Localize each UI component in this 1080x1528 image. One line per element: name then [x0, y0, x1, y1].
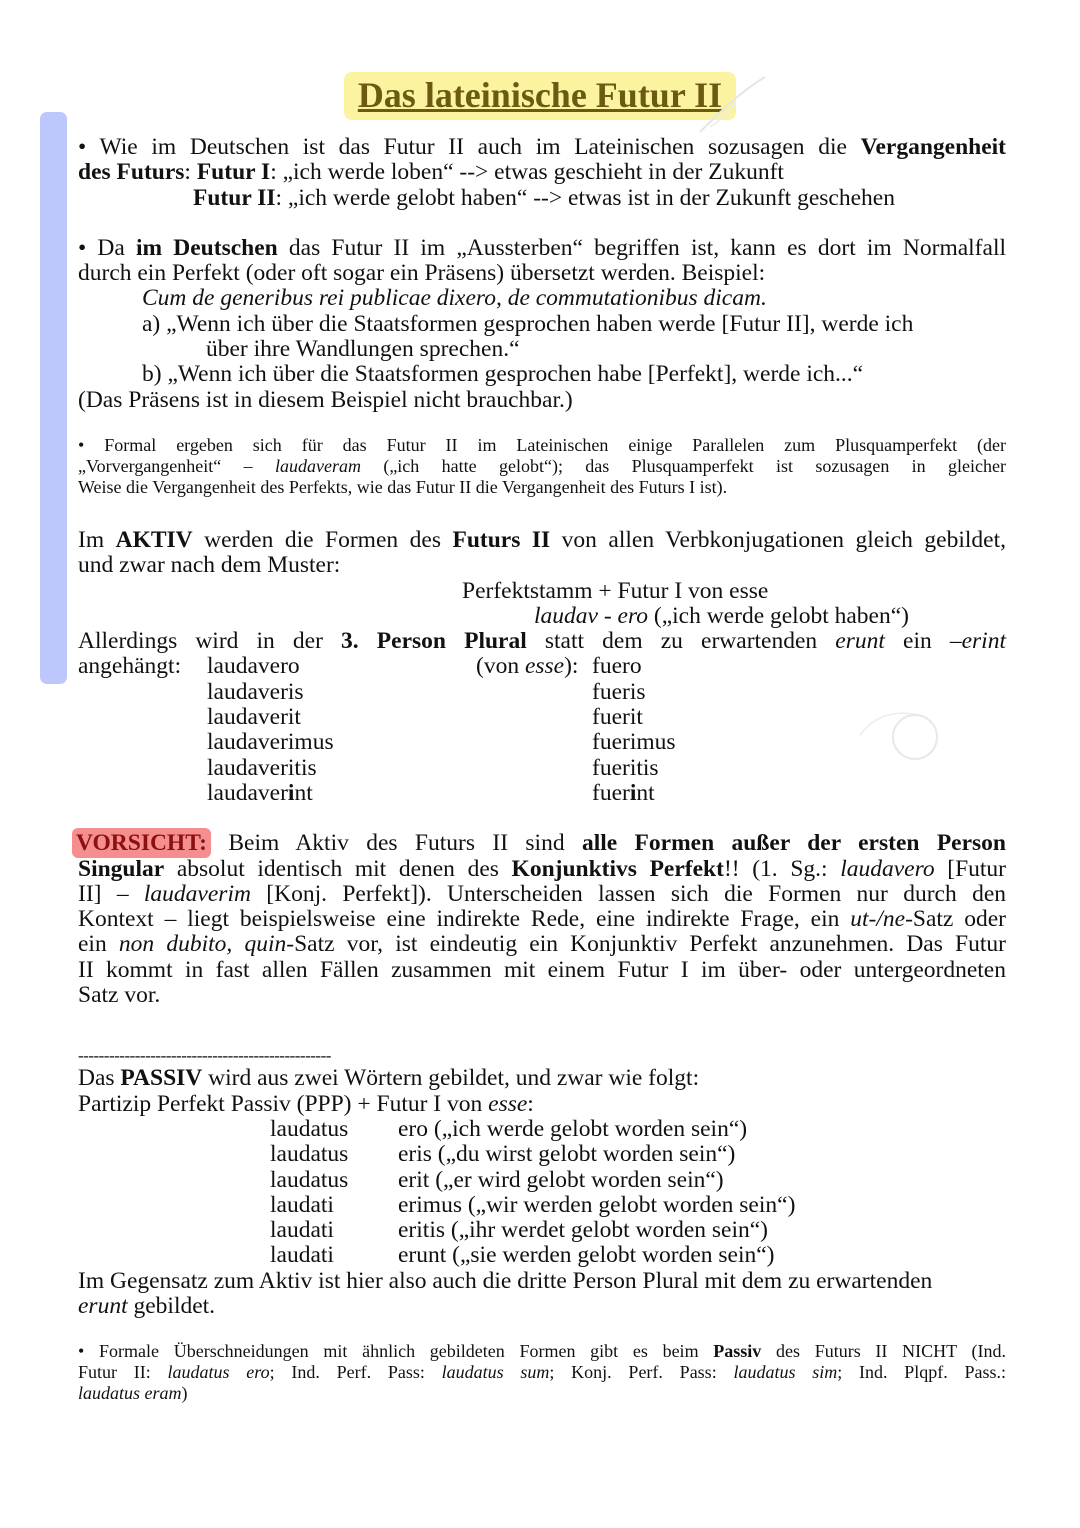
document-body: [78, 135, 1006, 1404]
passiv-row: laudati erimus („wir werden gelobt worden sein“): [270, 1191, 796, 1218]
example-a-line1: a) „Wenn ich über die Staatsformen gesprochen haben werde [Futur II], werde ich: [142, 310, 914, 337]
title-container: [0, 72, 1080, 120]
passiv-line4: erunt gebildet.: [78, 1292, 216, 1319]
paragraph-german-line2: durch ein Perfekt (oder oft sogar ein Präsens) übersetzt werden. Beispiel:: [78, 260, 766, 287]
conjugation-row-5: laudaveritis fueritis: [207, 754, 659, 781]
warning-line6: II kommt in fast allen Fällen zusammen mit einem Futur I im über- oder untergeordneten: [78, 956, 1006, 983]
passiv-line1: Das PASSIV wird aus zwei Wörtern gebildet, und zwar wie folgt:: [78, 1065, 700, 1092]
conjugation-row-3: laudaverit fuerit: [207, 704, 643, 731]
example-a-line2: über ihre Wandlungen sprechen.“: [206, 336, 520, 363]
small-note-line3: Weise die Vergangenheit des Perfekts, wie das Futur II die Vergangenheit des Futurs I ist).: [78, 476, 728, 497]
warning-line7: Satz vor.: [78, 982, 161, 1009]
example-b: b) „Wenn ich über die Staatsformen gesprochen habe [Perfekt], werde ich...“: [142, 361, 864, 388]
warning-line5: ein non dubito, quin-Satz vor, ist eindeutig ein Konjunktiv Perfekt anzunehmen. Das Futur: [78, 931, 1006, 958]
passiv-row: laudatus ero („ich werde gelobt worden sein“): [270, 1115, 748, 1142]
sidebar-highlight-bar: [40, 112, 67, 684]
aktiv-line2: und zwar nach dem Muster:: [78, 552, 341, 579]
page-title: Das lateinische Futur II: [344, 72, 736, 120]
aktiv-line3: Allerdings wird in der 3. Person Plural statt dem zu erwartenden erunt ein –erint: [78, 628, 1006, 655]
warning-badge: VORSICHT:: [72, 828, 211, 858]
warning-line3: II] – laudaverim [Konj. Perfekt]). Unterscheiden lassen sich die Formen nur durch den: [78, 880, 1006, 907]
passiv-row: laudatus eris („du wirst gelobt worden sein“): [270, 1141, 736, 1168]
warning-line1: VORSICHT: Beim Aktiv des Futurs II sind alle Formen außer der ersten Person: [78, 831, 1006, 856]
small-note-line1: • Formal ergeben sich für das Futur II im Lateinischen einige Parallelen zum Plusquamperfekt (der: [78, 434, 1006, 455]
paragraph-intro-line3: Futur II: „ich werde gelobt haben“ --> etwas ist in der Zukunft geschehen: [193, 184, 895, 211]
passiv-row: laudatus erit („er wird gelobt worden sein“): [270, 1166, 724, 1193]
latin-example: Cum de generibus rei publicae dixero, de commutationibus dicam.: [142, 285, 767, 312]
paragraph-intro-line1: • Wie im Deutschen ist das Futur II auch im Lateinischen sozusagen die Vergangenheit: [78, 134, 1006, 160]
example-note: (Das Präsens ist in diesem Beispiel nicht brauchbar.): [78, 386, 573, 413]
aktiv-line1: Im AKTIV werden die Formen des Futurs II von allen Verbkonjugationen gleich gebildet,: [78, 526, 1006, 553]
doodle-sketch-icon: [680, 72, 770, 142]
final-note-line3: laudatus eram): [78, 1383, 188, 1404]
separator-line: -------------------------------------------------: [78, 1046, 331, 1066]
conjugation-row-1: angehängt: laudavero (von esse): fuero: [78, 653, 642, 680]
passiv-line3: Im Gegensatz zum Aktiv ist hier also auch die dritte Person Plural mit dem zu erwartenden: [78, 1267, 933, 1294]
aktiv-pattern: Perfektstamm + Futur I von esse: [462, 577, 769, 604]
passiv-row: laudati eritis („ihr werdet gelobt worden sein“): [270, 1217, 768, 1244]
aktiv-pattern-example: laudav - ero („ich werde gelobt haben“): [534, 602, 909, 629]
small-note-line2: „Vorvergangenheit“ – laudaveram („ich hatte gelobt“); das Plusquamperfekt ist sozusagen in gleicher: [78, 455, 1006, 476]
paragraph-german-line1: • Da im Deutschen das Futur II im „Aussterben“ begriffen ist, kann es dort im Normalfall: [78, 234, 1006, 261]
conjugation-row-2: laudaveris fueris: [207, 678, 646, 705]
conjugation-row-6: laudaverint fuerint: [207, 779, 655, 806]
warning-line2: Singular absolut identisch mit denen des Konjunktivs Perfekt!! (1. Sg.: laudavero [Futur: [78, 855, 1006, 882]
passiv-line2: Partizip Perfekt Passiv (PPP) + Futur I von esse:: [78, 1090, 534, 1117]
passiv-row: laudati erunt („sie werden gelobt worden sein“): [270, 1242, 775, 1269]
warning-line4: Kontext – liegt beispielsweise eine indirekte Rede, eine indirekte Frage, ein ut-/ne-Satz oder: [78, 906, 1006, 933]
final-note-line2: Futur II: laudatus ero; Ind. Perf. Pass: laudatus sum; Konj. Perf. Pass: laudatus sim; Ind. Plqpf. Pass.:: [78, 1362, 1007, 1383]
passiv-table: [78, 1117, 1006, 1269]
final-note-line1: • Formale Überschneidungen mit ähnlich gebildeten Formen gibt es beim Passiv des Futurs II NICHT (Ind.: [78, 1341, 1006, 1362]
paragraph-intro-line2: des Futurs: Futur I: „ich werde loben“ --> etwas geschieht in der Zukunft: [78, 159, 784, 186]
conjugation-row-4: laudaverimus fuerimus: [207, 729, 676, 756]
